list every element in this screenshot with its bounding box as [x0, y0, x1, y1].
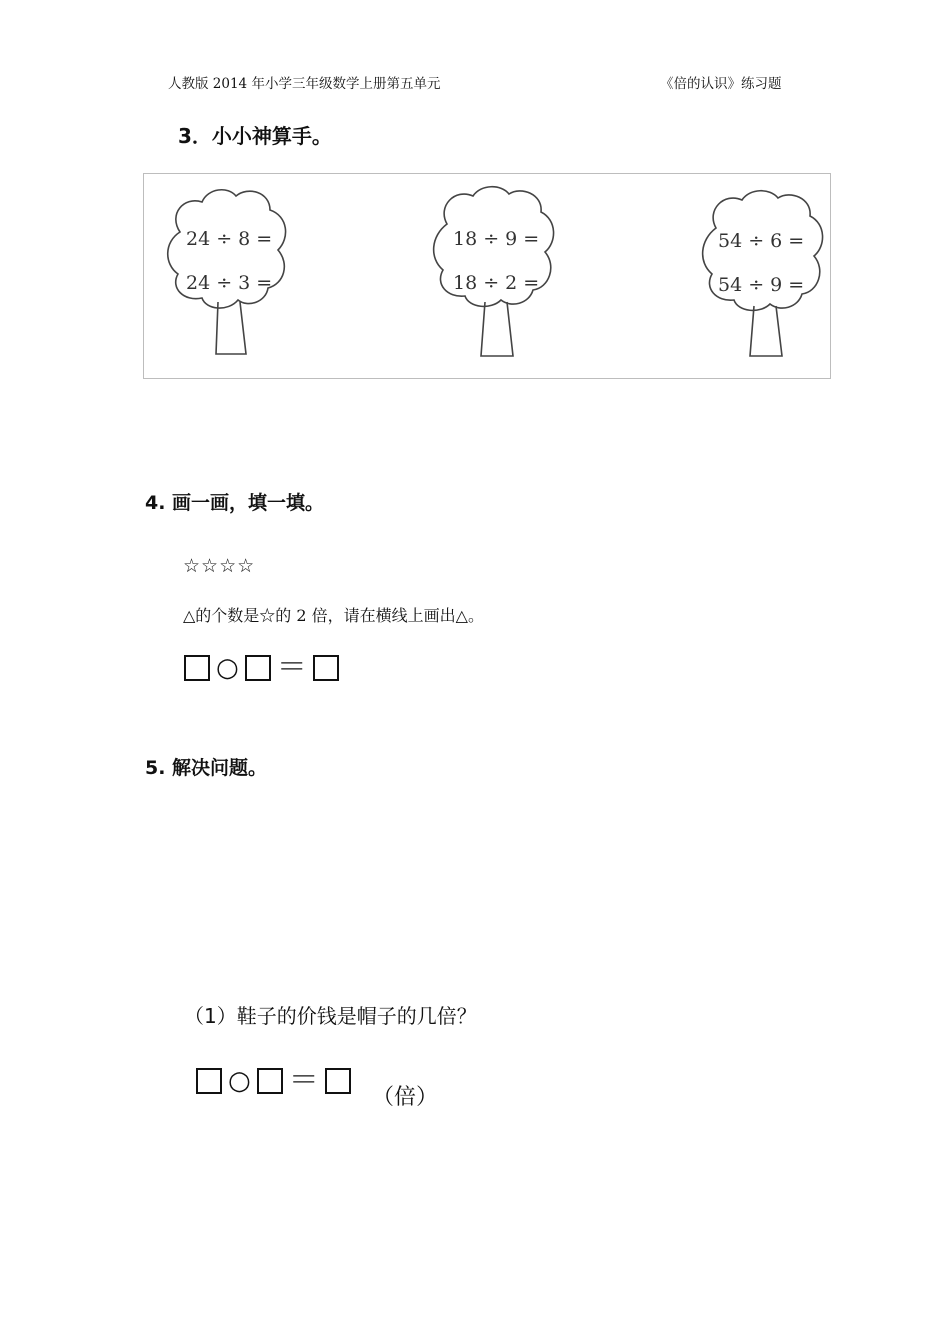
answer-box-5[interactable] [257, 1068, 283, 1094]
tree-1-equation-1: 24 ÷ 8 = [186, 228, 273, 250]
operator-circle-2[interactable]: ○ [228, 1066, 251, 1096]
q4-equation-row [184, 650, 339, 685]
tree-3-equation-1: 54 ÷ 6 = [718, 230, 805, 252]
equals-sign-2: ＝ [288, 1063, 319, 1098]
tree-2-equation-1: 18 ÷ 9 = [453, 228, 540, 250]
operator-circle[interactable]: ○ [216, 653, 239, 683]
answer-box-3[interactable] [313, 655, 339, 681]
q4-instruction: △的个数是☆的 2 倍，请在横线上画出△。 [183, 606, 484, 625]
tree-2 [429, 184, 559, 364]
tree-exercise-box [143, 173, 831, 379]
tree-3 [696, 186, 828, 366]
answer-box-4[interactable] [196, 1068, 222, 1094]
header-right: 《倍的认识》练习题 [660, 76, 782, 92]
q5-subquestion-1: （1）鞋子的价钱是帽子的几倍？ [184, 1004, 477, 1028]
tree-1-equation-2: 24 ÷ 3 = [186, 272, 273, 294]
q5-equation-row [196, 1063, 351, 1098]
answer-box-1[interactable] [184, 655, 210, 681]
header-left: 人教版 2014 年小学三年级数学上册第五单元 [168, 76, 441, 92]
unit-label: （倍） [372, 1085, 439, 1110]
tree-2-equation-2: 18 ÷ 2 = [453, 272, 540, 294]
q4-title: 4. 画一画，填一填。 [145, 492, 325, 514]
equals-sign: ＝ [276, 650, 307, 685]
tree-1 [162, 184, 292, 364]
q3-title: 3．小小神算手。 [178, 124, 332, 148]
q5-title: 5. 解决问题。 [145, 757, 268, 779]
star-row: ☆☆☆☆ [183, 555, 256, 577]
tree-3-equation-2: 54 ÷ 9 = [718, 274, 805, 296]
answer-box-2[interactable] [245, 655, 271, 681]
answer-box-6[interactable] [325, 1068, 351, 1094]
